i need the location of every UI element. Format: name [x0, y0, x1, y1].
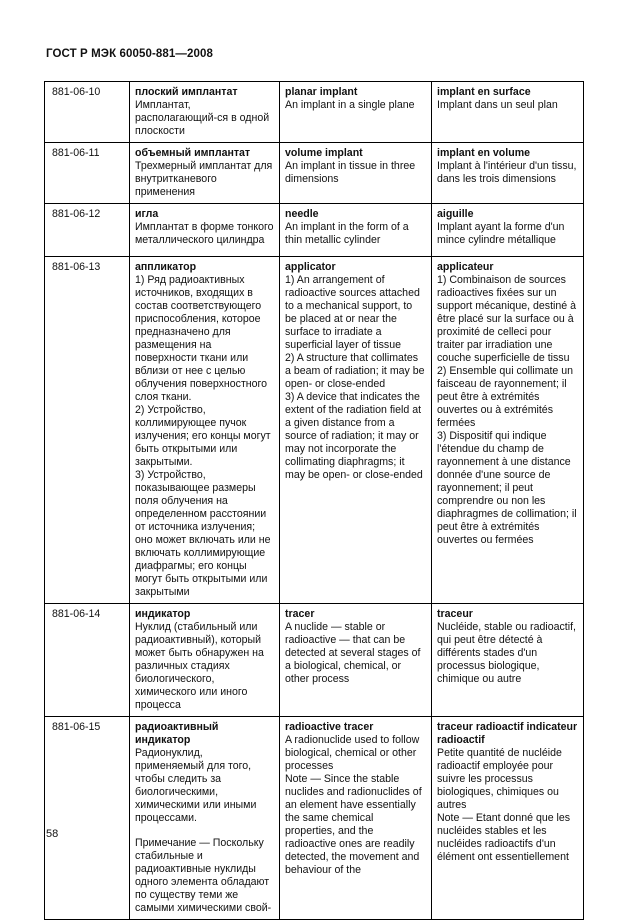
- table-row: [45, 717, 584, 920]
- fr-cell: [432, 717, 584, 920]
- term-number: 881-06-10: [45, 82, 130, 143]
- en-term: tracer: [285, 608, 315, 620]
- ru-definition: 2) Устройство, коллимирующее пучок излучения; его концы могут быть открытыми или закрытыми.: [135, 404, 271, 468]
- fr-cell: [432, 82, 584, 143]
- en-definition: A radionuclide used to follow biological, chemical or other processes: [285, 734, 420, 772]
- term-number: 881-06-15: [45, 717, 130, 920]
- en-term: radioactive tracer: [285, 721, 374, 733]
- fr-definition: Implant dans un seul plan: [437, 99, 558, 111]
- en-definition: 3) A device that indicates the extent of the radiation field at a given distance from a source of radiation; it may or may not incorporate the collimating diaphragms; it may be open- or close-ended: [285, 391, 423, 481]
- en-term: volume implant: [285, 147, 363, 159]
- ru-cell: [130, 604, 280, 717]
- table-row: [45, 143, 584, 204]
- en-definition: A nuclide — stable or radioactive — that can be detected at several stages of a biological, chemical, or other process: [285, 621, 421, 685]
- ru-cell: [130, 204, 280, 257]
- fr-cell: [432, 143, 584, 204]
- ru-definition: 3) Устройство, показывающее размеры поля облучения на определенном расстоянии от источника излучения; оно может включать или не включать коллимирующие диафрагмы; его концы могут быть открытыми или закрытыми: [135, 469, 271, 598]
- table-row: [45, 204, 584, 257]
- table-row: [45, 82, 584, 143]
- fr-definition: Nucléide, stable ou radioactif, qui peut être détecté à différents stades d'un processus biologique, chimique ou autre: [437, 621, 576, 685]
- en-definition: An implant in a single plane: [285, 99, 415, 111]
- en-cell: [280, 143, 432, 204]
- ru-definition: Имплантат в форме тонкого металлического цилиндра: [135, 221, 274, 246]
- term-number: 881-06-13: [45, 257, 130, 604]
- ru-term: объемный имплантат: [135, 147, 251, 159]
- ru-definition: Трехмерный имплантат для внутритканевого применения: [135, 160, 273, 198]
- en-definition: 2) A structure that collimates a beam of radiation; it may be open- or close-ended: [285, 352, 425, 390]
- term-number: 881-06-12: [45, 204, 130, 257]
- en-cell: [280, 717, 432, 920]
- page-number: 58: [46, 828, 59, 840]
- en-cell: [280, 204, 432, 257]
- fr-definition: 3) Dispositif qui indique l'étendue du champ de rayonnement à une distance donnée d'une source de rayonnement; il peut comprendre ou non les diaphragmes de collimation; il peut être à extrémités ouvertes ou fermées: [437, 430, 577, 546]
- fr-cell: [432, 204, 584, 257]
- fr-cell: [432, 604, 584, 717]
- fr-term: traceur: [437, 608, 473, 620]
- page-header: ГОСТ Р МЭК 60050-881—2008: [46, 48, 213, 60]
- table-row: [45, 604, 584, 717]
- en-note: Note — Since the stable nuclides and radionuclides of an element have essentially the same chemical properties, and the radioactive ones are readily detected, the movement and behaviour of the: [285, 773, 422, 876]
- en-term: applicator: [285, 261, 336, 273]
- fr-definition: 2) Ensemble qui collimate un faisceau de rayonnement; il peut être à extrémités ouvertes ou à extrémités fermées: [437, 365, 574, 429]
- fr-definition: Implant ayant la forme d'un mince cylindre métallique: [437, 221, 565, 246]
- en-term: needle: [285, 208, 319, 220]
- ru-term: радиоактивный индикатор: [135, 721, 219, 746]
- ru-term: индикатор: [135, 608, 191, 620]
- en-cell: [280, 604, 432, 717]
- term-number: 881-06-14: [45, 604, 130, 717]
- ru-term: аппликатор: [135, 261, 197, 273]
- ru-cell: [130, 717, 280, 920]
- en-definition: An implant in the form of a thin metallic cylinder: [285, 221, 409, 246]
- fr-definition: 1) Combinaison de sources radioactives fixées sur un support mécanique, destiné à être placé sur la surface ou à proximité de celleci pour traiter par irradiation une couche superficielle de tissu: [437, 274, 576, 364]
- ru-definition: 1) Ряд радиоактивных источников, входящих в состав соответствующего приспособления, которое предназначено для размещения на поверхности ткани или вблизи от нее с целью облучения поверхностного слоя ткани.: [135, 274, 268, 403]
- fr-term: implant en volume: [437, 147, 531, 159]
- fr-term: implant en surface: [437, 86, 531, 98]
- terms-table: [44, 81, 584, 920]
- ru-term: игла: [135, 208, 159, 220]
- fr-definition: Petite quantité de nucléide radioactif employée pour suivre les processus biologiques, chimiques ou autres: [437, 747, 562, 811]
- term-number: 881-06-11: [45, 143, 130, 204]
- ru-definition: Радионуклид, применяемый для того, чтобы следить за биологическими, химическими или иными процессами.: [135, 747, 257, 824]
- ru-cell: [130, 82, 280, 143]
- en-cell: [280, 82, 432, 143]
- ru-definition: Нуклид (стабильный или радиоактивный), который может быть обнаружен на различных стадиях биологического, химического или иного процесса: [135, 621, 264, 711]
- fr-term: applicateur: [437, 261, 494, 273]
- fr-cell: [432, 257, 584, 604]
- en-definition: An implant in tissue in three dimensions: [285, 160, 416, 185]
- ru-definition: Имплантат, располагающий-ся в одной плоскости: [135, 99, 270, 137]
- fr-note: Note — Etant donné que les nucléides stables et les nucléides radioactifs d'un élément ont essentiellement: [437, 812, 571, 863]
- ru-cell: [130, 143, 280, 204]
- fr-definition: Implant à l'intérieur d'un tissu, dans les trois dimensions: [437, 160, 577, 185]
- en-cell: [280, 257, 432, 604]
- en-definition: 1) An arrangement of radioactive sources attached to a mechanical support, to be placed at or near the surface to irradiate a superficial layer of tissue: [285, 274, 420, 351]
- table-row: [45, 257, 584, 604]
- fr-term: traceur radioactif indicateur radioactif: [437, 721, 578, 746]
- fr-term: aiguille: [437, 208, 474, 220]
- ru-term: плоский имплантат: [135, 86, 238, 98]
- en-term: planar implant: [285, 86, 358, 98]
- ru-cell: [130, 257, 280, 604]
- ru-note: Примечание — Поскольку стабильные и радиоактивные нуклиды одного элемента обладают по существу теми же самыми химическими свой-: [135, 837, 272, 914]
